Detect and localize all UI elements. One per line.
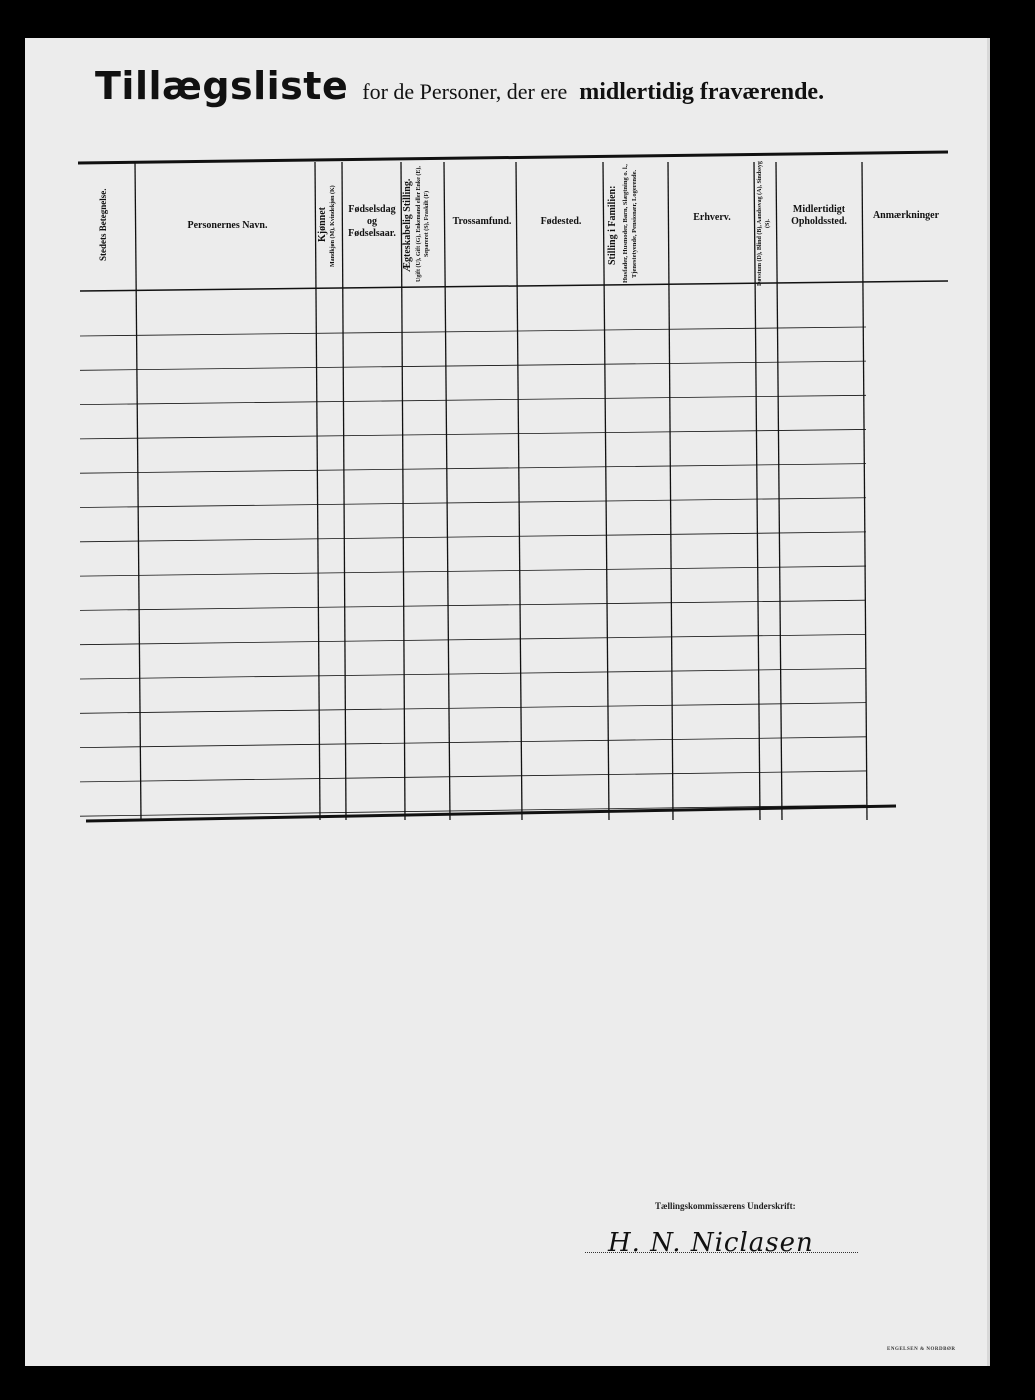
row-line-1	[80, 327, 866, 336]
header-fodselsdag-line1: Fødselsdag	[348, 204, 396, 215]
header-personernes-navn: Personernes Navn.	[187, 220, 268, 231]
header-stedets-betegnelse: Stedets Betegnelse.	[98, 188, 108, 262]
column-divider-10	[776, 162, 782, 820]
row-line-7	[80, 532, 866, 542]
title-emphasis: midlertidig fraværende.	[579, 79, 825, 105]
signature-line	[585, 1252, 858, 1253]
header-kjonnet: Kjønnet	[317, 207, 328, 243]
header-fodselsdag-line2: og	[367, 216, 377, 227]
row-line-6	[80, 498, 866, 508]
row-line-13	[80, 737, 866, 748]
row-line-4	[80, 429, 866, 438]
column-divider-3	[342, 162, 346, 820]
header-trossamfund: Trossamfund.	[452, 216, 512, 227]
header-anmaerkninger: Anmærkninger	[872, 210, 940, 221]
header-fodested: Fødested.	[540, 216, 582, 227]
header-erhverv: Erhverv.	[693, 212, 731, 223]
row-line-8	[80, 566, 866, 576]
row-line-11	[80, 669, 866, 680]
row-line-2	[80, 361, 866, 370]
header-opholdssted-line2: Opholdssted.	[791, 216, 847, 227]
header-fodselsdag	[343, 204, 401, 240]
column-divider-11	[862, 162, 867, 820]
table-bottom-rule	[86, 806, 896, 821]
column-divider-8	[668, 162, 673, 820]
header-kjonnet-sub: Mandkjøn (M), Kvindekjøn (K)	[330, 185, 336, 267]
header-stilling-i-familien: Stilling i Familien:	[607, 185, 618, 265]
header-dovstum: Døvstum (D), Blind (B), Aandssvag (A), Sindssyg (S).	[757, 161, 771, 287]
header-stilling-sub: Husfader, Husmoder, Barn, Slægtning o. l., Tjenestetyende, Pensionær, Logerende.	[622, 164, 638, 284]
column-divider-1	[135, 162, 141, 820]
printer-mark: ENGELSEN & NORDBØR	[887, 1347, 956, 1352]
header-fodselsdag-line3: Fødselsaar.	[348, 228, 396, 239]
handwritten-signature: H. N. Niclasen	[608, 1228, 814, 1258]
row-line-14	[80, 771, 866, 782]
row-line-5	[80, 464, 866, 474]
header-opholdssted	[776, 204, 862, 228]
column-divider-5	[444, 162, 450, 820]
title-middle: for de Personer, der ere	[362, 79, 568, 104]
row-line-3	[80, 395, 866, 404]
row-line-9	[80, 600, 866, 610]
header-aegteskabelig-stilling: Ægteskabelig Stilling.	[402, 178, 413, 272]
header-aegteskabelig-sub: Ugift (U), Gift (G), Enkemand eller Enke (E), Separeret (S), Fraskilt (F)	[416, 166, 430, 282]
title-main: Tillægsliste	[95, 64, 349, 108]
table-top-rule	[78, 152, 948, 163]
header-separator	[80, 281, 948, 291]
column-divider-6	[516, 162, 522, 820]
header-opholdssted-line1: Midlertidigt	[792, 204, 846, 215]
signature-label: Tællingskommissærens Underskrift:	[655, 1201, 796, 1211]
row-line-10	[80, 634, 866, 644]
row-line-12	[80, 703, 866, 714]
